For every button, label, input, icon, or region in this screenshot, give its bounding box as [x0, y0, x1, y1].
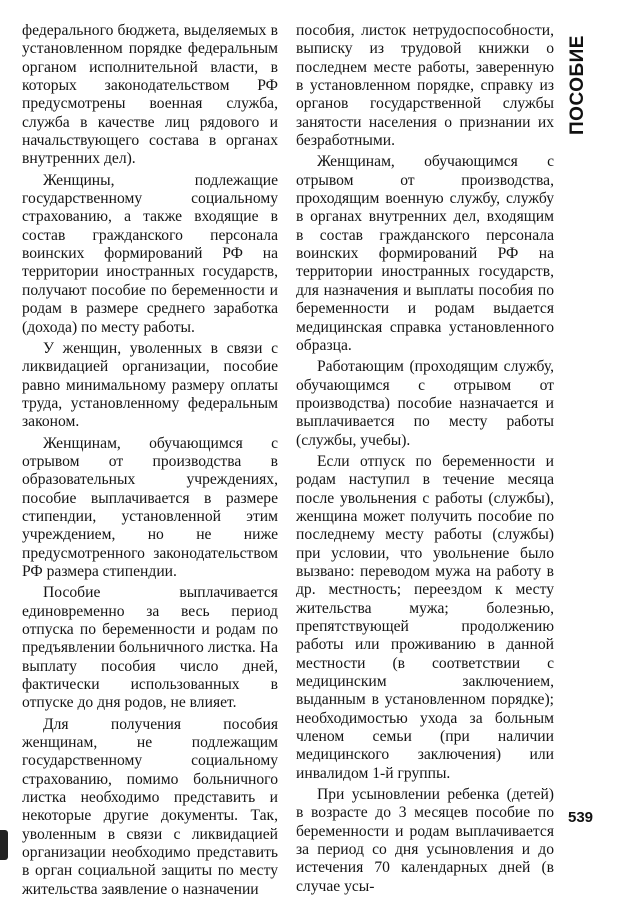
- paragraph: Работающим (проходящим службу, обучающимся с отрывом от производства) пособие назначается и выплачивается по месту работы (службы, учебы).: [296, 358, 554, 449]
- paragraph: федерального бюджета, выделяемых в установленном порядке федеральным органом исполнительной власти, в которых законодательством РФ предусмотрены военная служба, служба в качестве лиц рядового и начальствующего состава в органах внутренних дел).: [22, 22, 278, 168]
- paragraph: У женщин, уволенных в связи с ликвидацией организации, пособие равно минимальному размеру оплаты труда, установленному федеральным законом.: [22, 339, 278, 431]
- paragraph: Женщины, подлежащие государственному социальному страхованию, а также входящие в состав гражданского персонала воинских формирований РФ на территории иностранных государств, получают пособие по беременности и родам в размере среднего заработка (дохода) по месту работы.: [22, 171, 278, 336]
- paragraph: Для получения пособия женщинам, не подлежащим государственному социальному страхованию, помимо больничного листка необходимо представить и некоторые другие документы. Так, уволенным в связи с ликвидацией организации необходимо представить в орган социальной защиты по месту жительства заявление о назначении: [22, 715, 278, 898]
- scan-edge-mark: [0, 830, 8, 860]
- paragraph: Женщинам, обучающимся с отрывом от производства в образовательных учреждениях, пособие выплачивается в размере стипендии, установленной этим учреждением, но не ниже предусмотренного законодательством РФ размера стипендии.: [22, 434, 278, 580]
- section-label: [563, 30, 593, 140]
- paragraph: Если отпуск по беременности и родам наступил в течение месяца после увольнения с работы (службы), женщина может получить пособие по последнему месту работы (службы) при условии, что увольнение было вызвано: переводом мужа на работу в др. местность; переездом к месту жительства мужа; болезнью, препятствующей продолжению работы или проживанию в данной местности (в соответствии с медицинским заключением, выданным в установленном порядке); необходимостью ухода за больным членом семьи (при наличии медицинского заключения) или инвалидом 1-й группы.: [296, 452, 554, 782]
- left-text-column: [22, 22, 278, 899]
- paragraph: При усыновлении ребенка (детей) в возрасте до 3 месяцев пособие по беременности и родам выплачивается за период со дня усыновления и до истечения 70 календарных дней (в случае усы-: [296, 786, 554, 895]
- paragraph: Женщинам, обучающимся с отрывом от производства, проходящим военную службу, службу в органах внутренних дел, входящим в состав гражданского персонала воинских формирований РФ на территории иностранных государств, для назначения и выплаты пособия по беременности и родам выдается медицинская справка установленного образца.: [296, 153, 554, 354]
- paragraph: Пособие выплачивается единовременно за весь период отпуска по беременности и родам по предъявлении больничного листка. На выплату пособия число дней, фактически использованных в отпуске до дня родов, не влияет.: [22, 584, 278, 712]
- right-text-column: [296, 22, 554, 896]
- section-label-text: ПОСОБИЕ: [567, 35, 588, 135]
- paragraph: пособия, листок нетрудоспособности, выписку из трудовой книжки о последнем месте работы, заверенную в установленном порядке, справку из органов государственной службы занятости населения о признании их безработными.: [296, 22, 554, 150]
- page-number: 539: [568, 809, 594, 826]
